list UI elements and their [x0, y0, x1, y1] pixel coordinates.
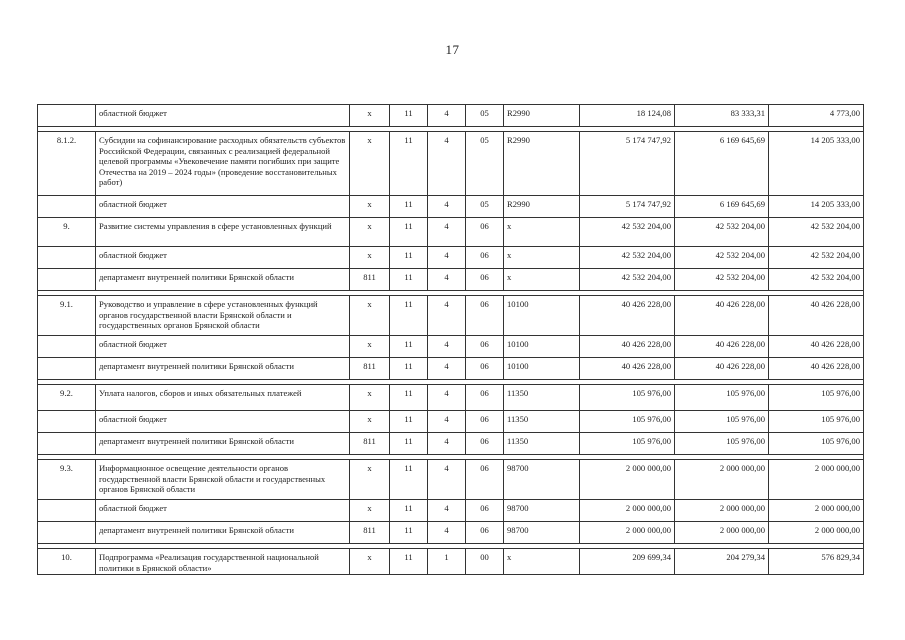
item-name: областной бюджет — [96, 500, 350, 522]
subprogram-code: 4 — [428, 385, 466, 411]
amount-year-2: 42 532 204,00 — [675, 247, 769, 269]
subprogram-code: 4 — [428, 500, 466, 522]
row-number: 9.1. — [38, 296, 96, 336]
event-code: 06 — [466, 385, 504, 411]
amount-year-3: 2 000 000,00 — [769, 522, 864, 544]
amount-year-3: 14 205 333,00 — [769, 132, 864, 196]
event-code: 06 — [466, 358, 504, 380]
program-code: 11 — [390, 433, 428, 455]
amount-year-1: 2 000 000,00 — [580, 522, 675, 544]
amount-year-3: 14 205 333,00 — [769, 196, 864, 218]
expense-code: х — [504, 269, 580, 291]
event-code: 06 — [466, 247, 504, 269]
row-number: 8.1.2. — [38, 132, 96, 196]
amount-year-2: 105 976,00 — [675, 385, 769, 411]
amount-year-2: 2 000 000,00 — [675, 522, 769, 544]
expense-code: R2990 — [504, 132, 580, 196]
admin-code: х — [350, 105, 390, 127]
item-name: областной бюджет — [96, 336, 350, 358]
event-code: 06 — [466, 411, 504, 433]
amount-year-2: 6 169 645,69 — [675, 132, 769, 196]
row-number: 9.3. — [38, 460, 96, 500]
amount-year-1: 105 976,00 — [580, 411, 675, 433]
row-number — [38, 411, 96, 433]
event-code: 06 — [466, 296, 504, 336]
item-name: областной бюджет — [96, 247, 350, 269]
amount-year-3: 40 426 228,00 — [769, 336, 864, 358]
program-code: 11 — [390, 460, 428, 500]
event-code: 05 — [466, 132, 504, 196]
table-row — [38, 105, 864, 127]
row-number — [38, 358, 96, 380]
subprogram-code: 4 — [428, 218, 466, 247]
item-name: Подпрограмма «Реализация государственной национальной политики в Брянской области» — [96, 549, 350, 575]
event-code: 05 — [466, 105, 504, 127]
subprogram-code: 4 — [428, 296, 466, 336]
item-name: областной бюджет — [96, 196, 350, 218]
subprogram-code: 4 — [428, 196, 466, 218]
amount-year-3: 40 426 228,00 — [769, 358, 864, 380]
amount-year-1: 209 699,34 — [580, 549, 675, 575]
row-number — [38, 269, 96, 291]
table-row — [38, 132, 864, 196]
amount-year-1: 5 174 747,92 — [580, 196, 675, 218]
item-name: Информационное освещение деятельности органов государственной власти Брянской области и государственных органов Брянской области — [96, 460, 350, 500]
program-code: 11 — [390, 105, 428, 127]
subprogram-code: 4 — [428, 105, 466, 127]
program-code: 11 — [390, 358, 428, 380]
row-number — [38, 500, 96, 522]
expense-code: 11350 — [504, 411, 580, 433]
admin-code: х — [350, 336, 390, 358]
amount-year-2: 40 426 228,00 — [675, 296, 769, 336]
amount-year-3: 105 976,00 — [769, 433, 864, 455]
expense-code: 10100 — [504, 296, 580, 336]
amount-year-1: 2 000 000,00 — [580, 460, 675, 500]
subprogram-code: 4 — [428, 358, 466, 380]
program-code: 11 — [390, 500, 428, 522]
program-code: 11 — [390, 549, 428, 575]
row-number — [38, 433, 96, 455]
table-row — [38, 500, 864, 522]
item-name: Руководство и управление в сфере установленных функций органов государственной власти Брянской области и государственных органов Брянской области — [96, 296, 350, 336]
amount-year-1: 40 426 228,00 — [580, 296, 675, 336]
subprogram-code: 4 — [428, 336, 466, 358]
table-row — [38, 269, 864, 291]
admin-code: 811 — [350, 433, 390, 455]
expense-code: R2990 — [504, 196, 580, 218]
amount-year-1: 18 124,08 — [580, 105, 675, 127]
amount-year-1: 40 426 228,00 — [580, 336, 675, 358]
admin-code: 811 — [350, 522, 390, 544]
budget-table — [37, 104, 864, 575]
table-row — [38, 549, 864, 575]
table-row — [38, 385, 864, 411]
admin-code: х — [350, 132, 390, 196]
admin-code: х — [350, 460, 390, 500]
event-code: 00 — [466, 549, 504, 575]
expense-code: R2990 — [504, 105, 580, 127]
amount-year-1: 42 532 204,00 — [580, 247, 675, 269]
amount-year-2: 40 426 228,00 — [675, 336, 769, 358]
row-number: 9.2. — [38, 385, 96, 411]
amount-year-2: 42 532 204,00 — [675, 269, 769, 291]
amount-year-2: 6 169 645,69 — [675, 196, 769, 218]
amount-year-3: 105 976,00 — [769, 411, 864, 433]
row-number: 10. — [38, 549, 96, 575]
item-name: Уплата налогов, сборов и иных обязательных платежей — [96, 385, 350, 411]
program-code: 11 — [390, 132, 428, 196]
expense-code: 10100 — [504, 336, 580, 358]
amount-year-3: 105 976,00 — [769, 385, 864, 411]
row-number — [38, 336, 96, 358]
item-name: Развитие системы управления в сфере установленных функций — [96, 218, 350, 247]
expense-code: х — [504, 247, 580, 269]
program-code: 11 — [390, 522, 428, 544]
event-code: 05 — [466, 196, 504, 218]
amount-year-2: 2 000 000,00 — [675, 500, 769, 522]
admin-code: х — [350, 247, 390, 269]
amount-year-2: 2 000 000,00 — [675, 460, 769, 500]
event-code: 06 — [466, 460, 504, 500]
amount-year-3: 40 426 228,00 — [769, 296, 864, 336]
admin-code: х — [350, 196, 390, 218]
item-name: департамент внутренней политики Брянской области — [96, 433, 350, 455]
row-number — [38, 105, 96, 127]
program-code: 11 — [390, 218, 428, 247]
item-name: департамент внутренней политики Брянской области — [96, 269, 350, 291]
admin-code: х — [350, 296, 390, 336]
program-code: 11 — [390, 411, 428, 433]
expense-code: 11350 — [504, 433, 580, 455]
amount-year-2: 42 532 204,00 — [675, 218, 769, 247]
table-row — [38, 522, 864, 544]
table-row — [38, 460, 864, 500]
table-row — [38, 247, 864, 269]
amount-year-2: 105 976,00 — [675, 433, 769, 455]
event-code: 06 — [466, 336, 504, 358]
page-number: 17 — [445, 42, 460, 57]
table-body — [38, 105, 864, 575]
amount-year-3: 42 532 204,00 — [769, 218, 864, 247]
expense-code: 10100 — [504, 358, 580, 380]
row-number — [38, 196, 96, 218]
admin-code: 811 — [350, 358, 390, 380]
amount-year-1: 40 426 228,00 — [580, 358, 675, 380]
expense-code: х — [504, 549, 580, 575]
table-row — [38, 196, 864, 218]
amount-year-1: 42 532 204,00 — [580, 218, 675, 247]
amount-year-1: 5 174 747,92 — [580, 132, 675, 196]
subprogram-code: 4 — [428, 247, 466, 269]
event-code: 06 — [466, 269, 504, 291]
event-code: 06 — [466, 500, 504, 522]
subprogram-code: 4 — [428, 132, 466, 196]
amount-year-3: 42 532 204,00 — [769, 269, 864, 291]
table-row — [38, 296, 864, 336]
amount-year-3: 4 773,00 — [769, 105, 864, 127]
event-code: 06 — [466, 522, 504, 544]
program-code: 11 — [390, 247, 428, 269]
subprogram-code: 4 — [428, 433, 466, 455]
item-name: департамент внутренней политики Брянской области — [96, 522, 350, 544]
amount-year-2: 105 976,00 — [675, 411, 769, 433]
expense-code: х — [504, 218, 580, 247]
expense-code: 11350 — [504, 385, 580, 411]
amount-year-2: 40 426 228,00 — [675, 358, 769, 380]
item-name: департамент внутренней политики Брянской области — [96, 358, 350, 380]
amount-year-3: 2 000 000,00 — [769, 460, 864, 500]
expense-code: 98700 — [504, 522, 580, 544]
event-code: 06 — [466, 433, 504, 455]
row-number — [38, 247, 96, 269]
table-row — [38, 218, 864, 247]
program-code: 11 — [390, 336, 428, 358]
amount-year-2: 204 279,34 — [675, 549, 769, 575]
row-number — [38, 522, 96, 544]
subprogram-code: 4 — [428, 522, 466, 544]
program-code: 11 — [390, 385, 428, 411]
admin-code: х — [350, 549, 390, 575]
amount-year-3: 576 829,34 — [769, 549, 864, 575]
table-row — [38, 358, 864, 380]
admin-code: х — [350, 218, 390, 247]
amount-year-3: 42 532 204,00 — [769, 247, 864, 269]
subprogram-code: 4 — [428, 269, 466, 291]
admin-code: х — [350, 411, 390, 433]
event-code: 06 — [466, 218, 504, 247]
item-name: областной бюджет — [96, 105, 350, 127]
expense-code: 98700 — [504, 500, 580, 522]
amount-year-2: 83 333,31 — [675, 105, 769, 127]
admin-code: х — [350, 500, 390, 522]
program-code: 11 — [390, 196, 428, 218]
amount-year-1: 105 976,00 — [580, 385, 675, 411]
amount-year-1: 42 532 204,00 — [580, 269, 675, 291]
table-row — [38, 411, 864, 433]
item-name: Субсидии на софинансирование расходных обязательств субъектов Российской Федерации, связанных с реализацией федеральной целевой программы «Увековечение памяти погибших при защите Отечества на 2019 – 2024 годы» (проведение восстановительных работ) — [96, 132, 350, 196]
amount-year-1: 2 000 000,00 — [580, 500, 675, 522]
table-row — [38, 433, 864, 455]
amount-year-1: 105 976,00 — [580, 433, 675, 455]
row-number: 9. — [38, 218, 96, 247]
admin-code: 811 — [350, 269, 390, 291]
subprogram-code: 4 — [428, 460, 466, 500]
table-row — [38, 336, 864, 358]
program-code: 11 — [390, 269, 428, 291]
program-code: 11 — [390, 296, 428, 336]
subprogram-code: 1 — [428, 549, 466, 575]
subprogram-code: 4 — [428, 411, 466, 433]
amount-year-3: 2 000 000,00 — [769, 500, 864, 522]
item-name: областной бюджет — [96, 411, 350, 433]
expense-code: 98700 — [504, 460, 580, 500]
admin-code: х — [350, 385, 390, 411]
